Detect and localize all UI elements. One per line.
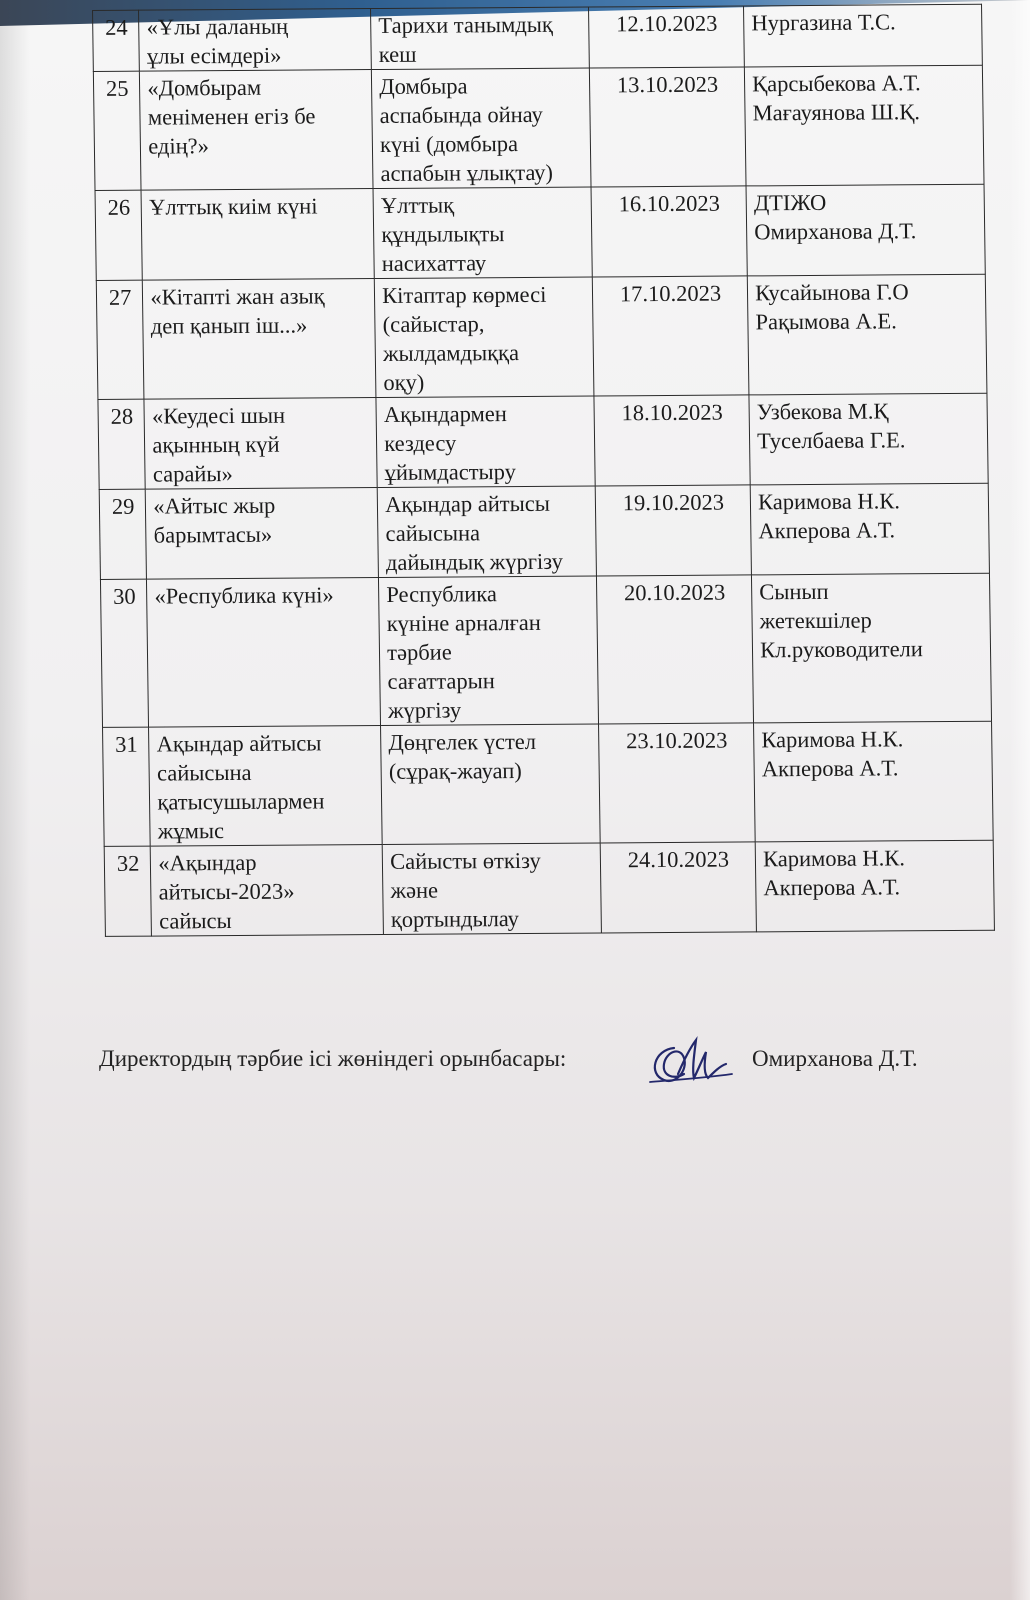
responsible-persons <box>754 721 994 842</box>
event-format-line: жылдамдыққа <box>382 340 520 366</box>
event-format-line: дайындық жүргізу <box>385 548 564 575</box>
event-format-line: (сайыстар, <box>382 311 485 337</box>
event-title <box>141 189 374 281</box>
responsible-persons-line: Туселбаева Г.Е. <box>757 427 906 454</box>
responsible-persons-line: Акперова А.Т. <box>761 755 899 782</box>
responsible-persons <box>747 274 987 395</box>
event-format <box>379 576 599 726</box>
event-title-line: «Кітапті жан азық <box>150 283 325 310</box>
responsible-persons <box>746 184 985 276</box>
event-title-line: «Ақындар <box>158 849 257 876</box>
responsible-persons <box>744 65 984 186</box>
responsible-persons-line: Омирханова Д.Т. <box>754 218 917 245</box>
event-format <box>373 187 592 279</box>
responsible-persons-line: Рақымова А.Е. <box>755 308 897 335</box>
responsible-persons <box>749 393 988 485</box>
event-format <box>376 396 595 488</box>
event-format-line: Кітаптар көрмесі <box>382 281 547 308</box>
event-format <box>377 486 596 578</box>
event-format-line: күніне арналған <box>386 609 542 636</box>
event-format-line: күні (домбыра <box>379 131 519 157</box>
event-title-line: ұлы есімдері» <box>146 42 282 69</box>
event-title-line: «Домбырам <box>147 74 262 101</box>
table-row <box>100 573 991 727</box>
event-title <box>140 70 373 191</box>
event-format-line: аспабында ойнау <box>379 101 543 128</box>
event-format <box>372 68 591 189</box>
event-title-line: «Айтыс жыр <box>153 492 276 519</box>
event-title <box>139 9 372 72</box>
event-date: 18.10.2023 <box>594 395 750 486</box>
event-format <box>382 843 601 935</box>
event-title-line: деп қанып іш...» <box>150 312 308 339</box>
event-title-line: сарайы» <box>152 461 233 487</box>
event-title-line: Ұлттық киім күні <box>148 193 318 220</box>
responsible-persons <box>755 840 994 932</box>
responsible-persons-line: Кл.руководители <box>759 636 924 663</box>
responsible-persons-line: Акперова А.Т. <box>758 517 896 544</box>
event-format-line: жүргізу <box>387 697 462 723</box>
event-format-line: насихаттау <box>381 250 487 276</box>
event-title-line: сайысына <box>156 759 252 786</box>
event-title-line: «Ұлы даланың <box>146 13 289 40</box>
event-format-line: ұйымдастыру <box>384 459 517 485</box>
row-number: 26 <box>95 190 143 280</box>
event-format <box>381 724 600 845</box>
row-number: 27 <box>96 280 144 399</box>
event-date: 13.10.2023 <box>589 67 746 187</box>
event-title-line: Ақындар айтысы <box>156 730 322 757</box>
table-row <box>104 840 994 936</box>
row-number: 31 <box>103 727 151 846</box>
responsible-persons <box>750 483 989 575</box>
responsible-persons-line: Қарсыбекова А.Т. <box>752 70 921 97</box>
event-format <box>371 7 590 70</box>
responsible-persons <box>752 573 992 723</box>
event-title-line: «Кеудесі шын <box>151 402 286 429</box>
event-format-line: (сұрақ-жауап) <box>388 758 522 784</box>
event-date: 20.10.2023 <box>596 575 753 724</box>
event-title-line: сайысы <box>158 908 232 934</box>
event-title <box>147 577 381 727</box>
signatory-name: Омирханова Д.Т. <box>752 1046 918 1071</box>
event-format-line: сайысына <box>385 520 481 546</box>
responsible-persons-line: жетекшілер <box>759 607 872 634</box>
responsible-persons-line: Сынып <box>759 578 829 605</box>
event-date: 12.10.2023 <box>588 6 744 68</box>
responsible-persons <box>744 4 983 67</box>
event-title-line: меніменен егіз бе <box>147 103 316 130</box>
responsible-persons-line: Каримова Н.К. <box>761 726 904 753</box>
event-title-line: барымтасы» <box>153 521 273 548</box>
event-format-line: аспабын ұлықтау) <box>380 159 554 186</box>
event-date: 23.10.2023 <box>598 723 755 843</box>
event-format-line: сағаттарын <box>387 668 495 694</box>
table-row <box>99 483 989 579</box>
events-table-body <box>93 4 995 936</box>
event-title <box>146 488 379 580</box>
events-table <box>92 4 995 937</box>
table-row <box>93 4 983 71</box>
table-row <box>96 274 987 399</box>
row-number: 28 <box>98 399 146 489</box>
event-title-line: жұмыс <box>157 818 225 844</box>
event-date: 17.10.2023 <box>592 276 749 396</box>
event-format-line: Ақындар айтысы <box>384 490 551 517</box>
responsible-persons-line: Кусайынова Г.О <box>754 279 909 306</box>
page-shadow <box>0 0 30 1600</box>
event-title <box>151 844 384 936</box>
event-format-line: Ақындармен <box>383 401 507 427</box>
event-title-line: ақынның күй <box>152 431 280 458</box>
event-title-line: қатысушылармен <box>157 788 325 815</box>
responsible-persons-line: Акперова А.Т. <box>763 874 901 901</box>
event-format-line: Дөңгелек үстел <box>388 728 537 755</box>
row-number: 24 <box>93 10 140 71</box>
event-title-line: айтысы-2023» <box>158 878 295 905</box>
event-format-line: қортындылау <box>390 906 520 932</box>
event-format-line: Сайысты өткізу <box>389 847 541 874</box>
page-edge-highlight <box>1010 0 1030 1600</box>
responsible-persons-line: Узбекова М.Қ <box>756 398 889 425</box>
responsible-persons-line: Нургазина Т.С. <box>751 9 896 36</box>
event-format-line: оқу) <box>383 369 425 395</box>
event-format-line: құндылықты <box>381 221 505 247</box>
event-format-line: кездесу <box>384 430 457 456</box>
row-number: 29 <box>99 489 147 579</box>
event-date: 24.10.2023 <box>600 842 756 933</box>
table-row <box>95 184 985 280</box>
responsible-persons-line: Каримова Н.К. <box>757 488 901 515</box>
row-number: 32 <box>104 846 152 936</box>
table-row <box>93 65 984 190</box>
event-date: 16.10.2023 <box>591 186 747 277</box>
responsible-persons-line: Каримова Н.К. <box>762 845 906 872</box>
event-title-line: едің?» <box>148 133 210 159</box>
event-format <box>374 277 593 398</box>
event-format-line: және <box>390 877 439 903</box>
event-title <box>144 398 377 490</box>
event-format-line: Республика <box>386 581 498 607</box>
handwritten-signature <box>644 1030 736 1090</box>
row-number: 30 <box>100 579 148 727</box>
event-title <box>149 725 382 846</box>
event-format-line: Домбыра <box>379 73 468 99</box>
event-title-line: «Республика күні» <box>154 582 334 609</box>
table-row <box>98 393 988 489</box>
responsible-persons-line: ДТІЖО <box>753 189 827 216</box>
event-title <box>143 279 376 400</box>
event-date: 19.10.2023 <box>595 485 751 576</box>
table-row <box>103 721 994 846</box>
event-format-line: кеш <box>378 41 417 67</box>
signature-position-label: Директордың тәрбие ісі жөніндегі орынбасары: <box>99 1046 567 1071</box>
event-format-line: Тарихи танымдық <box>378 11 553 38</box>
responsible-persons-line: Мағауянова Ш.Қ. <box>752 99 921 126</box>
row-number: 25 <box>93 71 141 190</box>
event-format-line: тәрбие <box>386 639 452 665</box>
event-format-line: Ұлттық <box>380 192 455 218</box>
